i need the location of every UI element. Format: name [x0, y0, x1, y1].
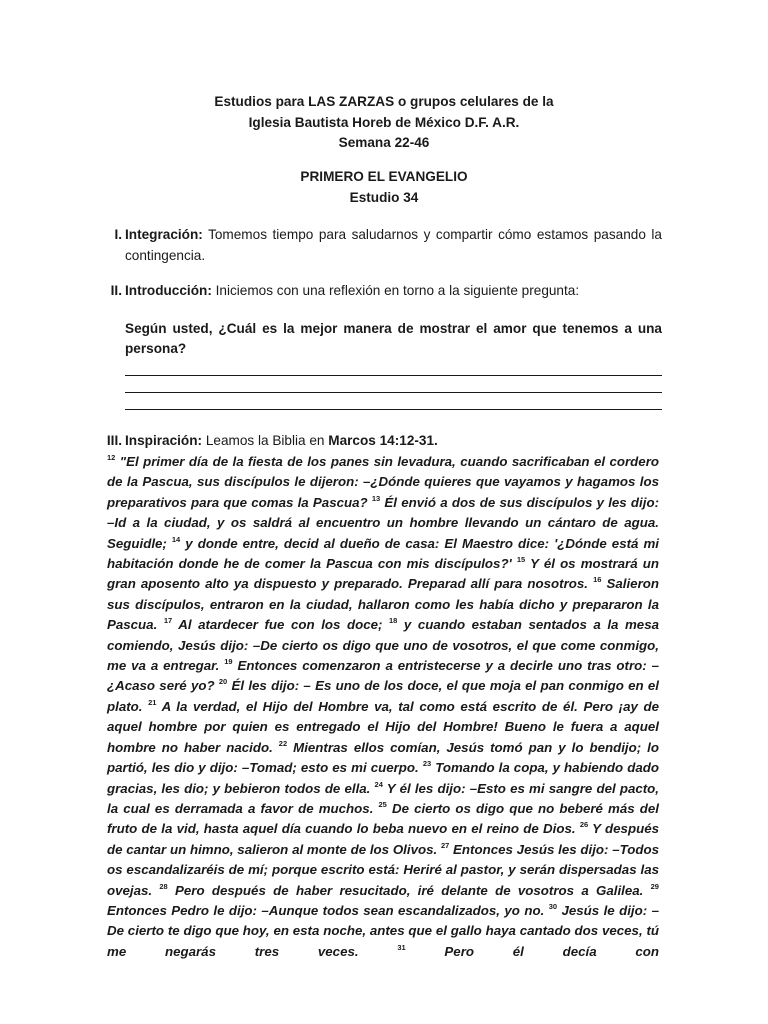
answer-line-3 — [125, 409, 662, 410]
section-label: Inspiración: — [125, 433, 203, 448]
verse-text: Él envió a dos de sus discípulos y les dijo: –Id a la ciudad, y os saldrá al encuentro un hombre llevando un cántaro de agua. Seguidle; — [107, 494, 659, 551]
section-number: I. — [114, 227, 122, 242]
verse-text: Pero él decía con — [405, 943, 659, 959]
verse-number: 24 — [374, 779, 383, 789]
verse-number: 17 — [163, 616, 173, 626]
verse-text: Tomando la copa, y habiendo dado gracias, les dio; y bebieron todos de ella. — [107, 760, 659, 796]
verse-number: 28 — [159, 881, 168, 891]
verse-number: 29 — [650, 881, 659, 891]
section-text: Leamos la Biblia en — [202, 433, 329, 448]
section-body — [125, 225, 662, 266]
title-line-2: Estudio 34 — [349, 189, 419, 205]
header-line-2: Iglesia Bautista Horeb de México D.F. A.R. — [248, 114, 520, 130]
verse-text: Jesús le dijo: –De cierto te digo que hoy, en esta noche, antes que el gallo haya cantado dos veces, tú me negarás tres veces. — [107, 902, 659, 959]
verse-text: y cuando estaban sentados a la mesa comiendo, Jesús dijo: –De cierto os digo que uno de vosotros, el que come conmigo, me va a entregar. — [107, 617, 659, 674]
section-number: II. — [110, 283, 122, 298]
title-line-1: PRIMERO EL EVANGELIO — [300, 169, 468, 184]
verse-number: 25 — [378, 799, 387, 809]
verse-number: 14 — [171, 534, 181, 544]
verse-text: Él les dijo: – Es uno de los doce, el que moja el pan conmigo en el plato. — [107, 678, 659, 714]
section-integracion — [100, 225, 662, 266]
section-introduccion — [100, 281, 662, 410]
section-text: Tomemos tiempo para saludarnos y compartir cómo estamos pasando la contingencia. — [125, 227, 662, 263]
verse-number: 19 — [224, 657, 233, 667]
verse-number: 22 — [278, 738, 288, 748]
verse-number: 27 — [440, 840, 450, 850]
study-title — [0, 167, 768, 208]
verse-number: 23 — [422, 759, 432, 769]
verse-number: 26 — [579, 820, 589, 830]
reflection-question: Según usted, ¿Cuál es la mejor manera de mostrar el amor que tenemos a una persona? — [125, 320, 662, 356]
section-number: III. — [106, 433, 122, 448]
section-label: Integración: — [125, 227, 203, 242]
answer-line-2 — [125, 392, 662, 393]
verse-text: Y él os mostrará un gran aposento alto ya dispuesto y preparado. Preparad allí para nosotros. — [107, 556, 659, 592]
verse-text: "El primer día de la fiesta de los panes sin levadura, cuando sacrificaban el cordero de la Pascua, sus discípulos le dijeron: –¿Dónde quieres que vayamos y hagamos los preparativos para que comas la Pascua? — [107, 454, 659, 510]
verse-text: Salieron sus discípulos, entraron en la ciudad, hallaron como les había dicho y prepararon la Pascua. — [107, 576, 659, 633]
section-text: Iniciemos con una reflexión en torno a la siguiente pregunta: — [211, 283, 580, 298]
header-line-1: Estudios para LAS ZARZAS o grupos celulares de la — [214, 94, 554, 109]
verse-text: A la verdad, el Hijo del Hombre va, tal como está escrito de él. Pero ¡ay de aquel hombre por quien es entregado el Hijo del Hombre! Bueno le fuera a aquel hombre no haber nacido. — [107, 698, 659, 755]
verse-number: 13 — [371, 493, 381, 503]
verse-text: Y él les dijo: –Esto es mi sangre del pacto, la cual es derramada a favor de muchos. — [107, 780, 659, 816]
section-body — [125, 281, 662, 410]
verse-text: Mientras ellos comían, Jesús tomó pan y lo bendijo; lo partió, les dio y dijo: –Tomad; esto es mi cuerpo. — [107, 739, 659, 776]
verse-text: Entonces Pedro le dijo: –Aunque todos sean escandalizados, yo no. — [107, 902, 549, 918]
verse-text: y donde entre, decid al dueño de casa: El Maestro dice: '¿Dónde está mi habitación donde he de comer la Pascua con mis discípulos?' — [107, 535, 659, 572]
section-inspiracion — [100, 431, 662, 452]
verse-number: 21 — [148, 697, 157, 707]
section-label: Introducción: — [125, 283, 212, 298]
verse-text: Y después de cantar un himno, salieron al monte de los Olivos. — [107, 821, 659, 857]
answer-line-1 — [125, 375, 662, 376]
bible-reference: Marcos 14:12-31. — [328, 433, 438, 448]
verse-number: 30 — [548, 901, 558, 911]
verse-text: De cierto os digo que no beberé más del fruto de la vid, hasta aquel día cuando lo beba nuevo en el reino de Dios. — [107, 800, 659, 837]
verse-number: 20 — [218, 677, 228, 687]
verse-text: Al atardecer fue con los doce; — [172, 617, 389, 633]
section-body — [125, 431, 662, 452]
verse-text: Entonces Jesús les dijo: –Todos os escandalizaréis de mí; porque escrito está: Heriré al pastor, y serán dispersadas las ovejas. — [107, 841, 660, 898]
verse-number: 12 — [107, 453, 116, 462]
document-header — [0, 92, 768, 154]
verse-text: Pero después de haber resucitado, iré delante de vosotros a Galilea. — [167, 882, 651, 898]
header-line-3: Semana 22-46 — [338, 135, 430, 150]
verse-number: 16 — [593, 575, 602, 585]
verse-text: Entonces comenzaron a entristecerse y a decirle uno tras otro: –¿Acaso seré yo? — [107, 658, 659, 694]
verse-number: 31 — [397, 942, 406, 952]
bible-passage — [107, 452, 659, 962]
verse-number: 18 — [388, 616, 398, 626]
verse-number: 15 — [516, 555, 526, 565]
